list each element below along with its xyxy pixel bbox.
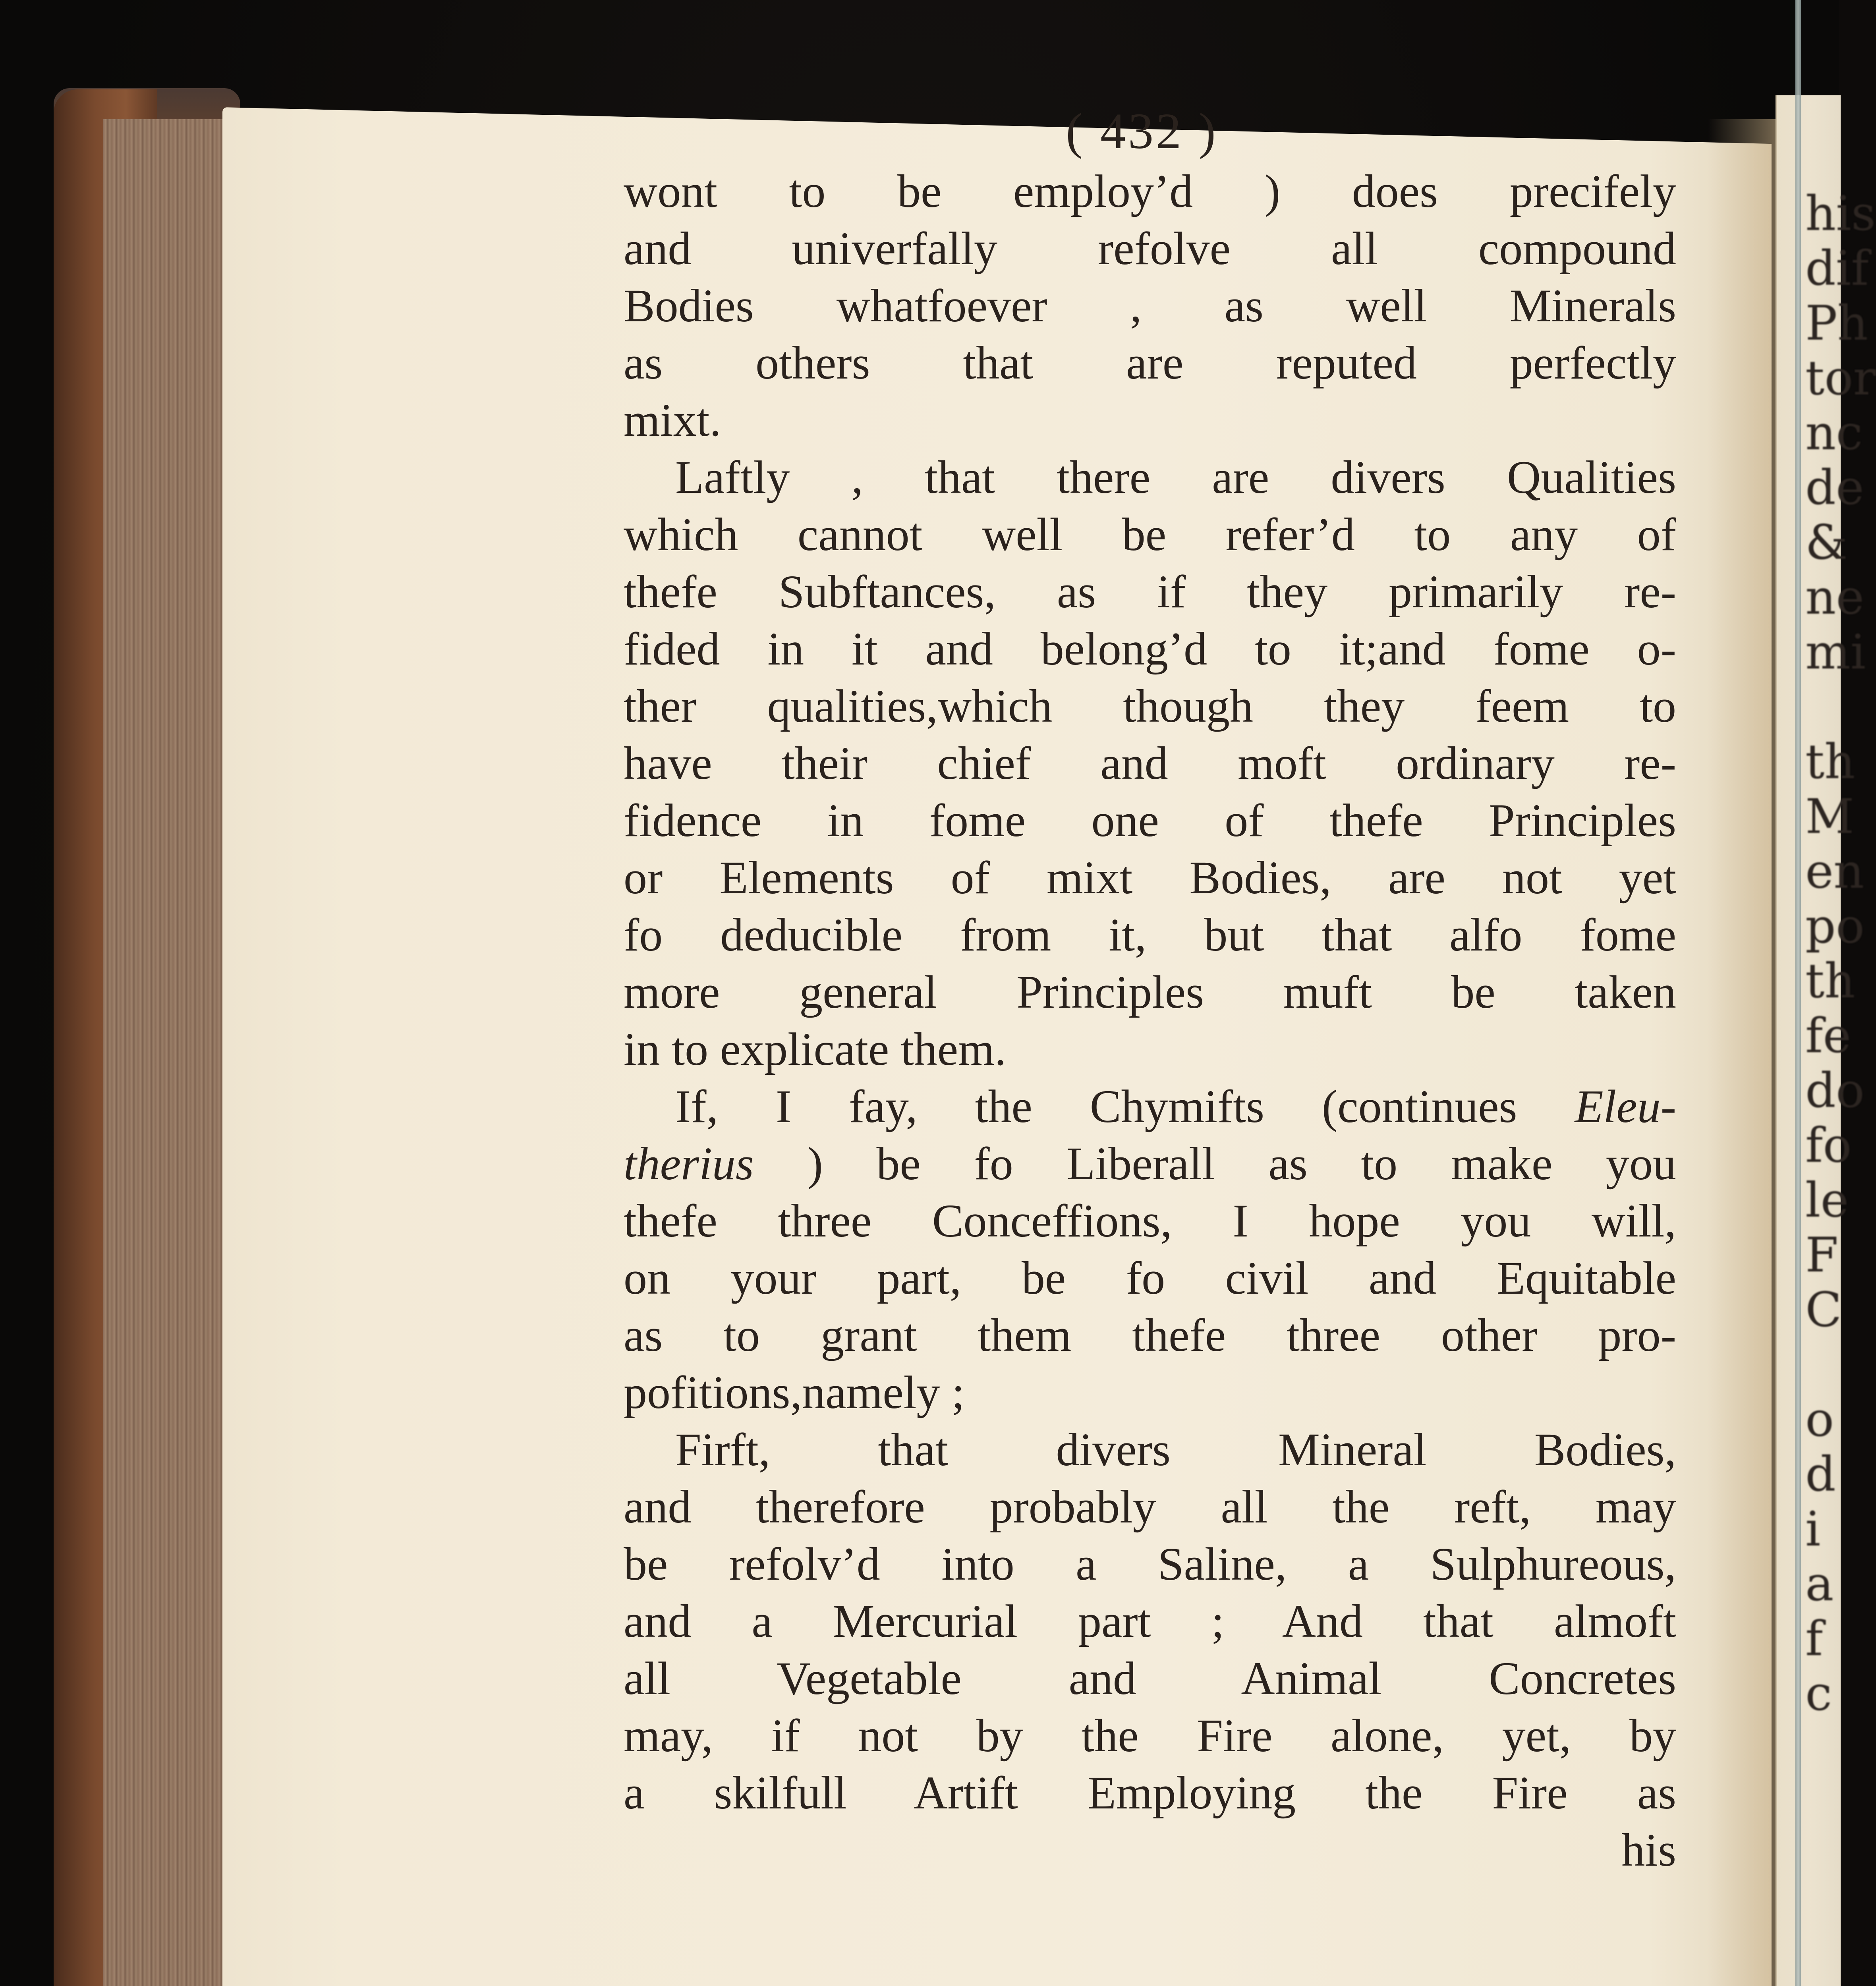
text-line: as others that are reputed perfectly [624, 337, 1676, 389]
facing-page-fragment: de [1805, 460, 1864, 516]
text-line: fided in it and belong’d to it;and fome o- [624, 623, 1676, 675]
text-line: thefe three Conceffions, I hope you will, [624, 1195, 1676, 1247]
facing-page-fragment: Ph [1805, 296, 1868, 351]
facing-page-fragment: F [1805, 1228, 1839, 1283]
facing-page-fragment: C [1805, 1283, 1842, 1338]
body-text [624, 163, 1676, 1822]
facing-page-fragment: a [1805, 1557, 1834, 1612]
facing-page-fragment: f [1805, 1611, 1823, 1667]
facing-page-fragment: do [1805, 1063, 1865, 1119]
page-fold-strip [1795, 0, 1801, 1986]
text-line: a skilfull Artift Employing the Fire as [624, 1767, 1676, 1819]
facing-page-fragment: dif [1805, 241, 1869, 296]
text-line: on your part, be fo civil and Equitable [624, 1252, 1676, 1304]
text-line: have their chief and moft ordinary re- [624, 737, 1676, 789]
facing-page-fragment: fe [1805, 1008, 1851, 1064]
italic-name: Eleu- [1575, 1080, 1676, 1132]
text-line: pofitions,namely ; [624, 1366, 965, 1418]
facing-page-fragment: th [1805, 954, 1855, 1009]
facing-page-fragment: en [1805, 844, 1864, 899]
facing-page-fragment: M [1805, 789, 1854, 844]
facing-page-fragment: o [1805, 1392, 1834, 1447]
text-line: If, I fay, the Chymifts (continues Eleu- [675, 1080, 1676, 1132]
text-line: in to explicate them. [624, 1023, 1007, 1075]
text-line: and therefore probably all the reft, may [624, 1481, 1676, 1533]
facing-page-fragment: po [1805, 899, 1865, 954]
text-line: fidence in fome one of thefe Principles [624, 794, 1676, 846]
facing-page-fragment: th [1805, 734, 1855, 790]
facing-page-fragment: mi [1805, 625, 1866, 680]
facing-page-fragment: fo [1805, 1118, 1852, 1173]
text-line: which cannot well be refer’d to any of [624, 508, 1676, 560]
italic-name: therius [624, 1138, 754, 1190]
text-line: fo deducible from it, but that alfo fome [624, 909, 1676, 961]
facing-page-fragment: ne [1805, 570, 1864, 625]
facing-page-fragment [1805, 680, 1839, 735]
text-line: and a Mercurial part ; And that almoft [624, 1595, 1676, 1647]
facing-page-fragment: c [1805, 1666, 1832, 1721]
text-line: wont to be employ’d ) does precifely [624, 165, 1676, 217]
text-block [624, 99, 1676, 1879]
text-line: be refolv’d into a Saline, a Sulphureous, [624, 1538, 1676, 1590]
text-line: all Vegetable and Animal Concretes [624, 1652, 1676, 1704]
text-line: may, if not by the Fire alone, yet, by [624, 1710, 1676, 1762]
facing-page-fragment: d [1805, 1447, 1836, 1502]
text-line: Firft, that divers Mineral Bodies, [675, 1424, 1676, 1476]
page-block-edges [103, 119, 222, 1986]
text-line: ther qualities,which though they feem to [624, 680, 1676, 732]
text-line: and univerfally refolve all compound [624, 222, 1676, 274]
facing-page-fragment: le [1805, 1173, 1849, 1228]
facing-page-fragment: & [1805, 515, 1848, 570]
text-line: mixt. [624, 394, 721, 446]
text-line: as to grant them thefe three other pro- [624, 1309, 1676, 1361]
facing-page-fragment: tor [1805, 351, 1876, 406]
catchword: his [1621, 1824, 1676, 1876]
page-number: ( 432 ) [1066, 103, 1218, 159]
facing-page-fragment: his [1805, 186, 1876, 241]
facing-page-fragment: i [1805, 1502, 1821, 1557]
text-line: therius ) be fo Liberall as to make you [624, 1138, 1676, 1190]
facing-page-fragment [1805, 1338, 1839, 1393]
text-line: or Elements of mixt Bodies, are not yet [624, 852, 1676, 904]
facing-page-text-fragments [1805, 186, 1876, 1721]
facing-page-fragment: nc [1805, 406, 1863, 461]
text-line: Laftly , that there are divers Qualities [675, 451, 1676, 503]
text-line: more general Principles muft be taken [624, 966, 1676, 1018]
text-line: thefe Subftances, as if they primarily re- [624, 566, 1676, 618]
text-line: Bodies whatfoever , as well Minerals [624, 280, 1676, 332]
gutter-shadow [1708, 119, 1776, 1986]
